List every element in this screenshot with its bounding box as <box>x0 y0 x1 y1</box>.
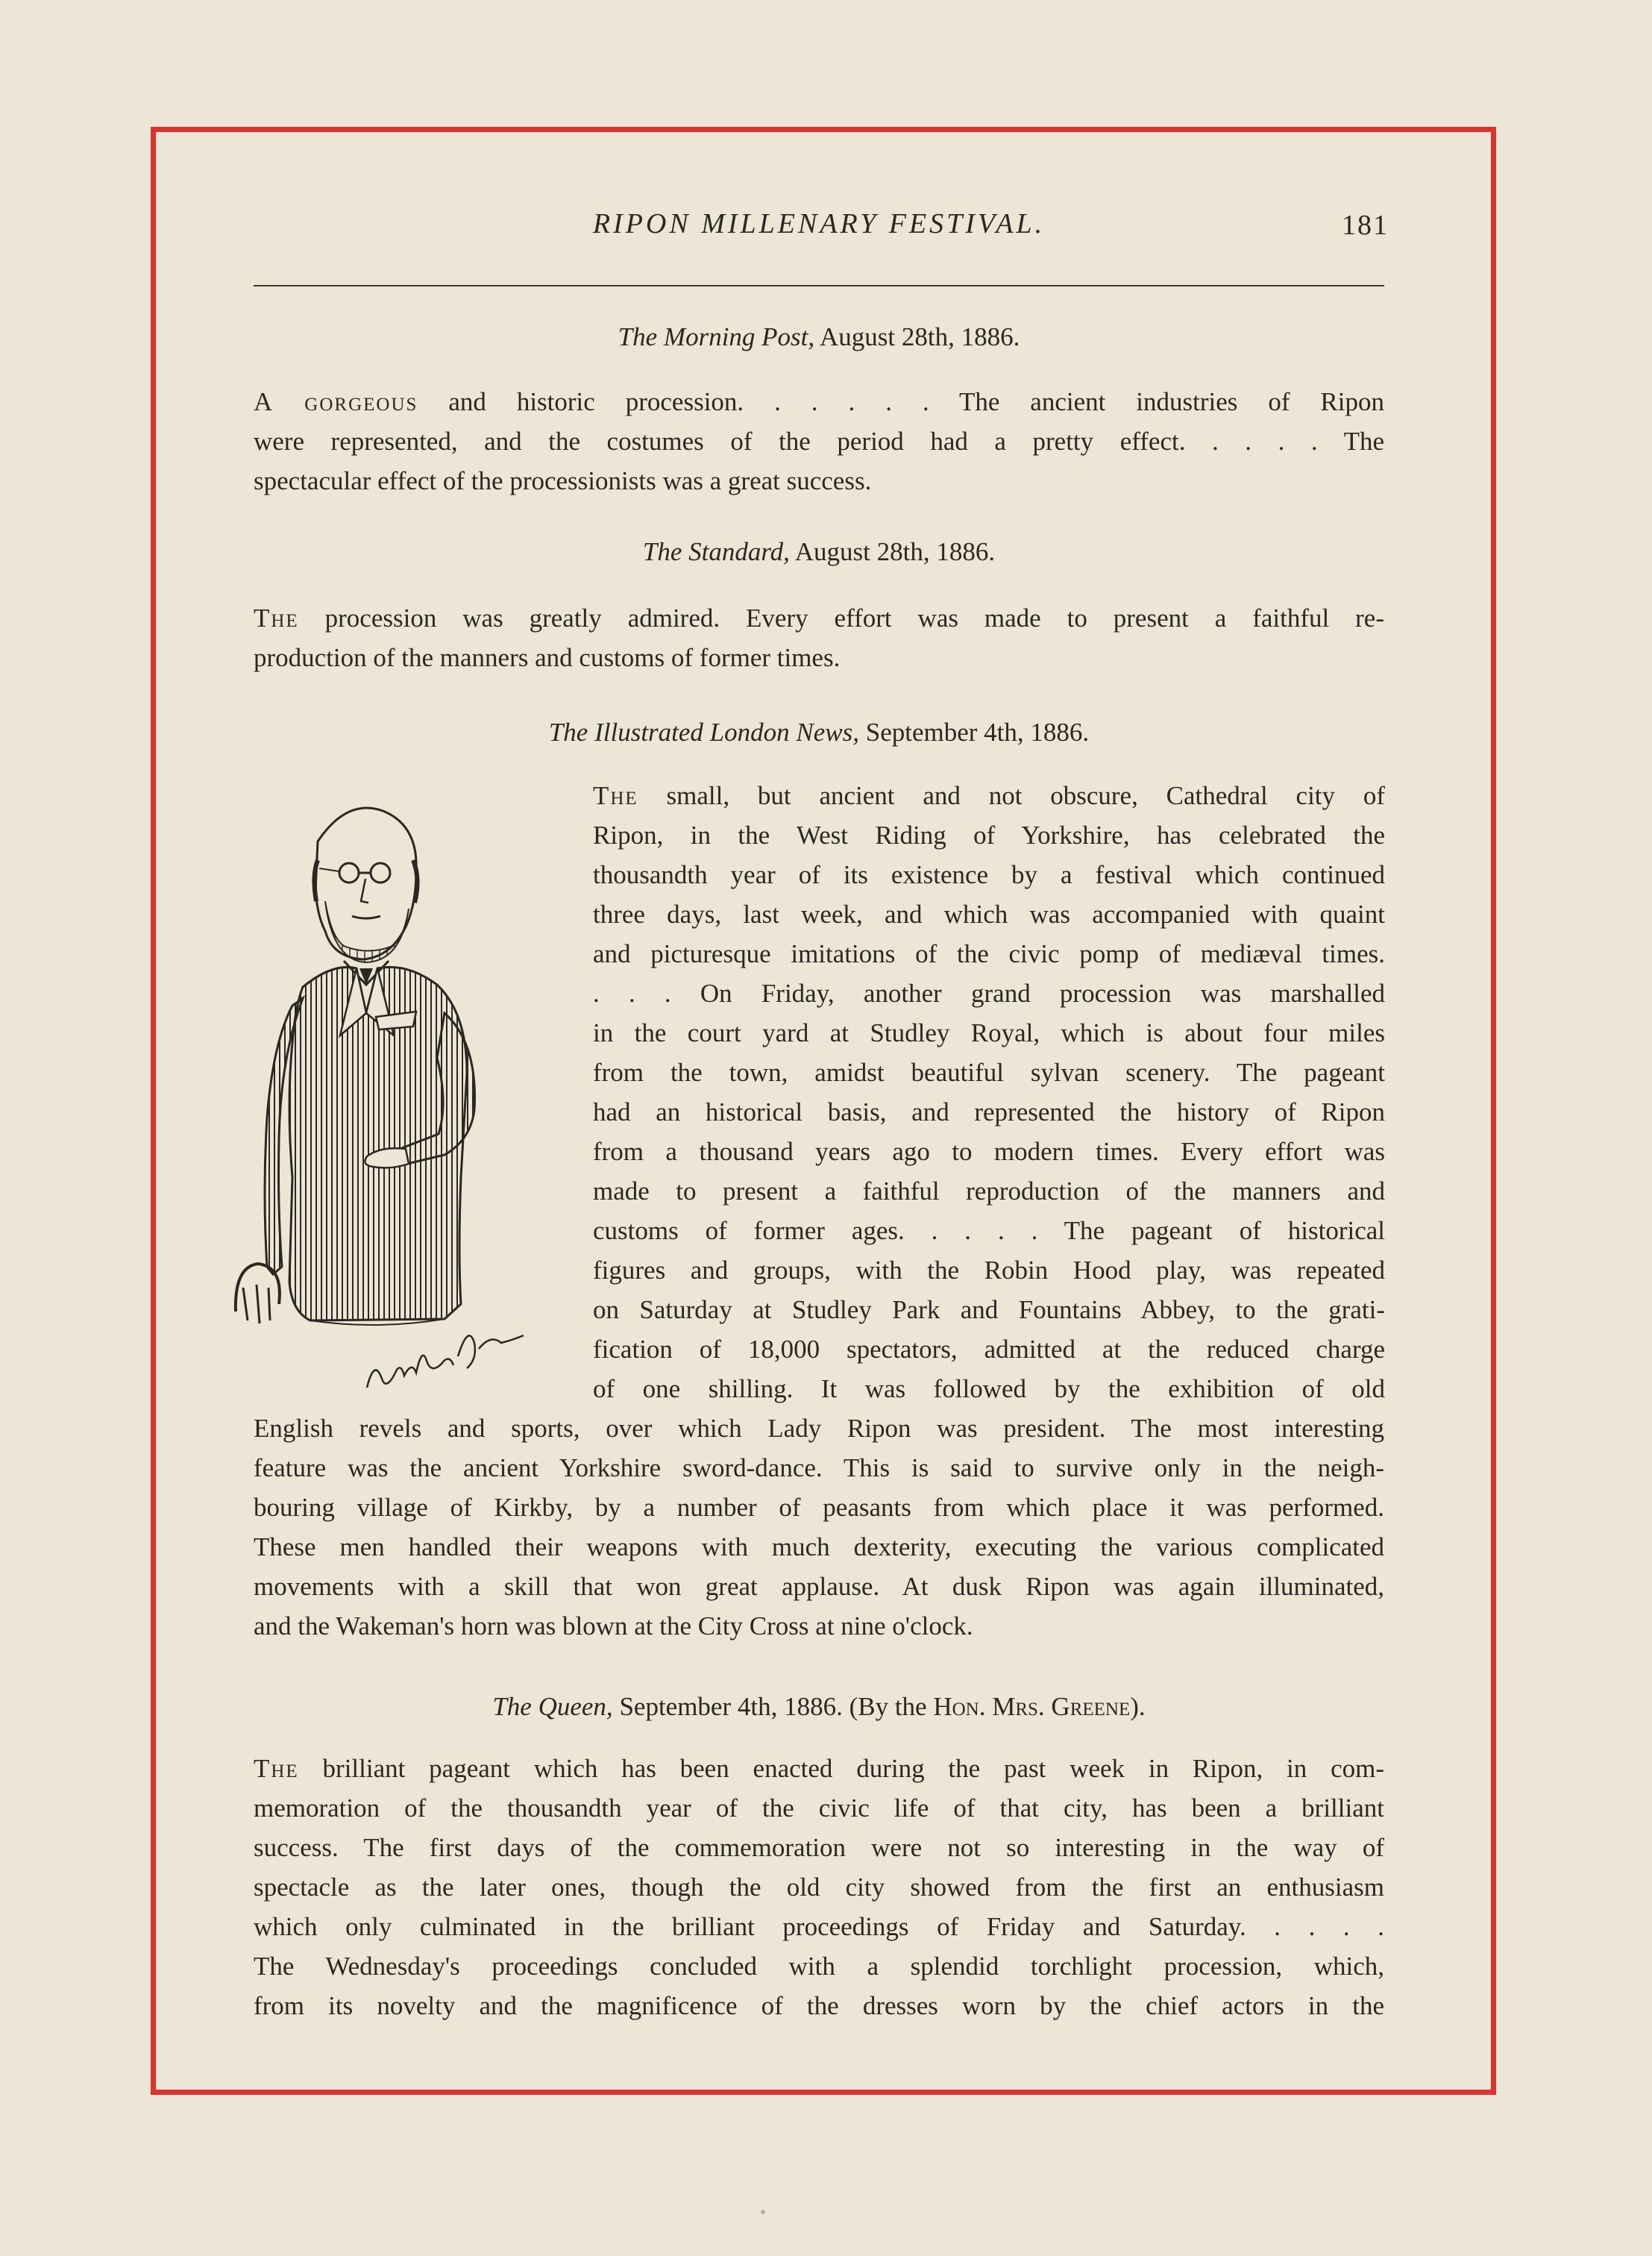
header-rule <box>254 285 1384 286</box>
text-line: fication of 18,000 spectators, admitted at the reduced charge <box>593 1335 1385 1364</box>
text-line: spectacle as the later ones, though the old city showed from the first an enthusiasm <box>254 1873 1384 1902</box>
publication-date: September 4th, 1886. <box>858 718 1090 747</box>
publication-date: September 4th, 1886. (By the <box>612 1692 934 1721</box>
text-line: three days, last week, and which was accompanied with quaint <box>593 900 1385 929</box>
text-line: on Saturday at Studley Park and Fountains Abbey, to the grati- <box>593 1295 1385 1324</box>
text-line: in the court yard at Studley Royal, which is about four miles <box>593 1018 1385 1047</box>
text-line: spectacular effect of the processionists was a great success. <box>254 466 872 495</box>
section-heading-morning-post <box>254 322 1384 352</box>
text-line: from the town, amidst beautiful sylvan scenery. The pageant <box>593 1058 1385 1087</box>
heading-end: ). <box>1130 1692 1146 1721</box>
lead-word: The <box>254 604 299 633</box>
section-heading-the-queen <box>254 1692 1384 1722</box>
text-line: had an historical basis, and represented the history of Ripon <box>593 1097 1385 1127</box>
publication-name: The Morning Post, <box>618 322 815 351</box>
author-name: Hon. Mrs. Greene <box>933 1692 1131 1721</box>
publication-name: The Standard, <box>642 537 790 566</box>
lead-word: The <box>254 1754 299 1783</box>
text-line: bouring village of Kirkby, by a number of peasants from which place it was performed. <box>254 1493 1384 1522</box>
text-line: success. The first days of the commemoration were not so interesting in the way of <box>254 1833 1384 1862</box>
text-line: The procession was greatly admired. Every effort was made to present a faithful re- <box>254 604 1384 633</box>
text-line: and the Wakeman's horn was blown at the City Cross at nine o'clock. <box>254 1611 973 1641</box>
publication-date: August 28th, 1886. <box>814 322 1020 351</box>
paragraph-morning-post <box>254 382 1384 501</box>
text-line: memoration of the thousandth year of the civic life of that city, has been a brilliant <box>254 1793 1384 1823</box>
lead-word: A gorgeous <box>254 387 418 416</box>
text-line: . . . On Friday, another grand procession was marshalled <box>593 979 1385 1008</box>
paragraph-illustrated-london-news-wrapped <box>593 776 1385 1409</box>
publication-date: August 28th, 1886. <box>789 537 996 566</box>
text-line: were represented, and the costumes of the period had a pretty effect. . . . . The <box>254 427 1384 456</box>
text-line: feature was the ancient Yorkshire sword-dance. This is said to survive only in the neigh- <box>254 1453 1384 1482</box>
publication-name: The Queen, <box>492 1692 613 1721</box>
paragraph-illustrated-london-news-full <box>254 1409 1384 1646</box>
text-line: The small, but ancient and not obscure, Cathedral city of <box>593 781 1385 810</box>
text-line: figures and groups, with the Robin Hood play, was repeated <box>593 1256 1385 1285</box>
text-line: movements with a skill that won great applause. At dusk Ripon was again illuminated, <box>254 1572 1384 1601</box>
paper-speck <box>761 2210 765 2214</box>
text-line: The Wednesday's proceedings concluded with a splendid torchlight procession, which, <box>254 1952 1384 1981</box>
text-line: which only culminated in the brilliant proceedings of Friday and Saturday. . . . . <box>254 1912 1384 1941</box>
text-line: production of the manners and customs of former times. <box>254 643 841 672</box>
running-title: RIPON MILLENARY FESTIVAL. <box>592 208 1046 239</box>
section-heading-standard <box>254 537 1384 567</box>
text-line: English revels and sports, over which Lady Ripon was president. The most interesting <box>254 1414 1384 1443</box>
text-line: from its novelty and the magnificence of the dresses worn by the chief actors in the <box>254 1991 1384 2020</box>
text-line: Ripon, in the West Riding of Yorkshire, has celebrated the <box>593 821 1385 850</box>
portrait-illustration <box>221 789 571 1401</box>
lead-word: The <box>593 781 638 810</box>
publication-name: The Illustrated London News, <box>548 718 859 747</box>
text-line: thousandth year of its existence by a festival which continued <box>593 860 1385 889</box>
text-line: made to present a faithful reproduction of the manners and <box>593 1176 1385 1206</box>
text-line: A gorgeous and historic procession. . . . . . The ancient industries of Ripon <box>254 387 1384 416</box>
running-head <box>254 207 1389 252</box>
paragraph-the-queen <box>254 1749 1384 2025</box>
text-line: and picturesque imitations of the civic pomp of mediæval times. <box>593 939 1385 968</box>
text-line: The brilliant pageant which has been enacted during the past week in Ripon, in com- <box>254 1754 1384 1783</box>
section-heading-illustrated-london-news <box>254 718 1384 748</box>
text-line: customs of former ages. . . . . The pageant of historical <box>593 1216 1385 1245</box>
text-line: from a thousand years ago to modern times. Every effort was <box>593 1137 1385 1166</box>
paragraph-standard <box>254 598 1384 677</box>
text-line: of one shilling. It was followed by the exhibition of old <box>593 1374 1385 1403</box>
page-number: 181 <box>1342 210 1389 241</box>
text-line: These men handled their weapons with much dexterity, executing the various complicated <box>254 1532 1384 1561</box>
